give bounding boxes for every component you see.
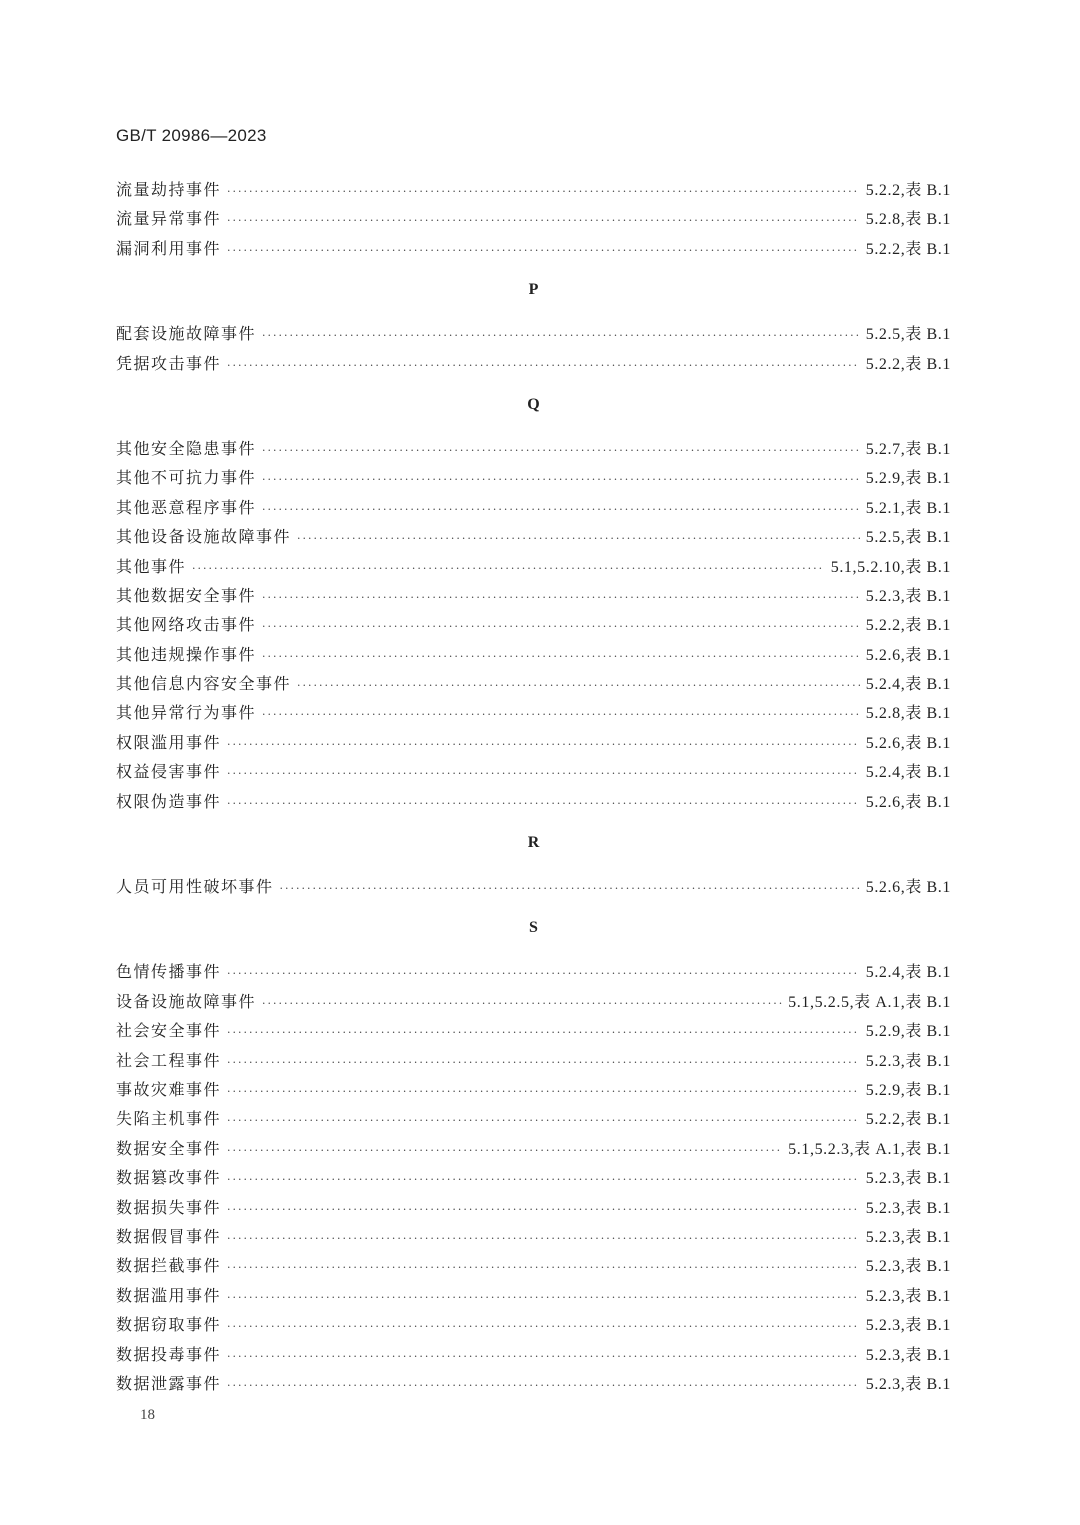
index-term: 数据篡改事件 <box>116 1168 222 1188</box>
index-entry <box>116 1046 951 1075</box>
dot-leader <box>227 959 860 986</box>
dot-leader <box>227 1106 860 1133</box>
index-term: 其他事件 <box>116 556 187 576</box>
index-reference: 5.2.6,表 B.1 <box>865 793 951 811</box>
index-entry <box>116 1281 951 1310</box>
index-reference: 5.2.2,表 B.1 <box>865 240 951 258</box>
dot-leader <box>227 1224 860 1251</box>
index-term: 漏洞利用事件 <box>116 238 222 258</box>
index-entry <box>116 204 951 233</box>
dot-leader <box>262 495 860 522</box>
dot-leader <box>227 1195 860 1222</box>
dot-leader <box>227 206 860 233</box>
index-term: 色情传播事件 <box>116 962 222 982</box>
dot-leader <box>297 671 860 698</box>
index-reference: 5.2.3,表 B.1 <box>865 1346 951 1364</box>
index-term: 社会安全事件 <box>116 1021 222 1041</box>
index-entry <box>116 610 951 639</box>
index-entry <box>116 1016 951 1045</box>
index-term: 其他不可抗力事件 <box>116 468 257 488</box>
index-reference: 5.2.6,表 B.1 <box>865 734 951 752</box>
index-reference: 5.2.2,表 B.1 <box>865 617 951 635</box>
dot-leader <box>262 583 860 610</box>
index-reference: 5.2.9,表 B.1 <box>865 470 951 488</box>
index-term: 权益侵害事件 <box>116 762 222 782</box>
dot-leader <box>227 177 860 204</box>
index-reference: 5.2.9,表 B.1 <box>865 1023 951 1041</box>
dot-leader <box>227 1136 782 1163</box>
index-entry <box>116 1222 951 1251</box>
index-term: 其他异常行为事件 <box>116 703 257 723</box>
dot-leader <box>192 554 825 581</box>
dot-leader <box>227 730 860 757</box>
index-reference: 5.2.2,表 B.1 <box>865 1111 951 1129</box>
index-entry <box>116 319 951 348</box>
index-entry <box>116 1251 951 1280</box>
index-reference: 5.2.6,表 B.1 <box>865 879 951 897</box>
dot-leader <box>262 465 860 492</box>
index-entry <box>116 872 951 901</box>
index-term: 设备设施故障事件 <box>116 991 257 1011</box>
section-letter: R <box>527 834 540 852</box>
index-entry <box>116 787 951 816</box>
index-entry <box>116 1104 951 1133</box>
index-entry <box>116 1075 951 1104</box>
index-term: 权限伪造事件 <box>116 791 222 811</box>
dot-leader <box>262 642 860 669</box>
index-term: 其他信息内容安全事件 <box>116 674 292 694</box>
index-reference: 5.2.5,表 B.1 <box>865 326 951 344</box>
index-reference: 5.2.4,表 B.1 <box>865 764 951 782</box>
dot-leader <box>227 1342 860 1369</box>
index-term: 失陷主机事件 <box>116 1109 222 1129</box>
index-entry <box>116 493 951 522</box>
index-section-s <box>116 913 951 1398</box>
index-term: 其他数据安全事件 <box>116 585 257 605</box>
section-letter: Q <box>527 395 540 413</box>
index-reference: 5.2.7,表 B.1 <box>865 440 951 458</box>
term-index <box>116 175 951 1398</box>
index-entry <box>116 522 951 551</box>
index-reference: 5.2.3,表 B.1 <box>865 1317 951 1335</box>
index-term: 数据拦截事件 <box>116 1256 222 1276</box>
dot-leader <box>227 759 860 786</box>
index-entry <box>116 581 951 610</box>
section-letter: P <box>528 281 539 299</box>
index-term: 其他安全隐患事件 <box>116 438 257 458</box>
index-section-r <box>116 828 951 901</box>
index-entry <box>116 1340 951 1369</box>
index-term: 其他设备设施故障事件 <box>116 527 292 547</box>
index-reference: 5.2.8,表 B.1 <box>865 211 951 229</box>
section-letter: S <box>529 919 538 937</box>
index-term: 事故灾难事件 <box>116 1079 222 1099</box>
index-reference: 5.1,5.2.10,表 B.1 <box>830 558 951 576</box>
index-term: 配套设施故障事件 <box>116 324 257 344</box>
index-reference: 5.1,5.2.5,表 A.1,表 B.1 <box>788 993 951 1011</box>
index-section-l-continued <box>116 175 951 263</box>
dot-leader <box>227 351 860 378</box>
index-term: 其他网络攻击事件 <box>116 615 257 635</box>
index-reference: 5.2.1,表 B.1 <box>865 499 951 517</box>
dot-leader <box>227 1371 860 1398</box>
index-entry <box>116 728 951 757</box>
index-reference: 5.2.4,表 B.1 <box>865 676 951 694</box>
dot-leader <box>227 789 860 816</box>
index-entry <box>116 349 951 378</box>
index-section-q <box>116 390 951 816</box>
index-reference: 5.2.3,表 B.1 <box>865 1170 951 1188</box>
index-reference: 5.2.4,表 B.1 <box>865 964 951 982</box>
index-entry <box>116 1369 951 1398</box>
dot-leader <box>227 1018 860 1045</box>
index-term: 数据投毒事件 <box>116 1344 222 1364</box>
index-term: 人员可用性破坏事件 <box>116 877 274 897</box>
index-reference: 5.2.3,表 B.1 <box>865 587 951 605</box>
index-entry <box>116 463 951 492</box>
index-reference: 5.2.8,表 B.1 <box>865 705 951 723</box>
index-term: 数据泄露事件 <box>116 1373 222 1393</box>
page-number: 18 <box>140 1407 155 1423</box>
index-term: 凭据攻击事件 <box>116 353 222 373</box>
dot-leader <box>227 236 860 263</box>
index-reference: 5.1,5.2.3,表 A.1,表 B.1 <box>788 1140 951 1158</box>
dot-leader <box>227 1048 860 1075</box>
index-reference: 5.2.3,表 B.1 <box>865 1228 951 1246</box>
dot-leader <box>227 1253 860 1280</box>
index-entry <box>116 757 951 786</box>
index-term: 数据滥用事件 <box>116 1285 222 1305</box>
index-reference: 5.2.3,表 B.1 <box>865 1287 951 1305</box>
dot-leader <box>297 524 860 551</box>
index-term: 数据窃取事件 <box>116 1315 222 1335</box>
index-reference: 5.2.2,表 B.1 <box>865 182 951 199</box>
index-entry <box>116 552 951 581</box>
dot-leader <box>262 321 860 348</box>
index-term: 数据安全事件 <box>116 1138 222 1158</box>
index-section-p <box>116 275 951 378</box>
index-term: 数据损失事件 <box>116 1197 222 1217</box>
index-reference: 5.2.3,表 B.1 <box>865 1375 951 1393</box>
document-code: GB/T 20986—2023 <box>116 126 267 145</box>
dot-leader <box>262 612 860 639</box>
index-reference: 5.2.5,表 B.1 <box>865 529 951 547</box>
index-entry <box>116 175 951 204</box>
index-entry <box>116 698 951 727</box>
index-reference: 5.2.3,表 B.1 <box>865 1199 951 1217</box>
dot-leader <box>227 1077 860 1104</box>
index-entry <box>116 1193 951 1222</box>
dot-leader <box>262 989 782 1016</box>
index-reference: 5.2.6,表 B.1 <box>865 646 951 664</box>
dot-leader <box>262 436 860 463</box>
index-reference: 5.2.2,表 B.1 <box>865 355 951 373</box>
index-reference: 5.2.9,表 B.1 <box>865 1081 951 1099</box>
index-entry <box>116 987 951 1016</box>
index-term: 权限滥用事件 <box>116 732 222 752</box>
index-reference: 5.2.3,表 B.1 <box>865 1052 951 1070</box>
index-reference: 5.2.3,表 B.1 <box>865 1258 951 1276</box>
dot-leader <box>262 700 860 727</box>
index-term: 其他恶意程序事件 <box>116 497 257 517</box>
dot-leader <box>227 1165 860 1192</box>
index-entry <box>116 434 951 463</box>
index-entry <box>116 640 951 669</box>
index-entry <box>116 1310 951 1339</box>
index-entry <box>116 957 951 986</box>
index-term: 流量异常事件 <box>116 209 222 229</box>
index-entry <box>116 1163 951 1192</box>
dot-leader <box>227 1312 860 1339</box>
index-entry <box>116 234 951 263</box>
index-term: 其他违规操作事件 <box>116 644 257 664</box>
index-term: 流量劫持事件 <box>116 180 222 199</box>
index-entry <box>116 669 951 698</box>
index-term: 社会工程事件 <box>116 1050 222 1070</box>
index-term: 数据假冒事件 <box>116 1226 222 1246</box>
dot-leader <box>280 874 860 901</box>
index-entry <box>116 1134 951 1163</box>
dot-leader <box>227 1283 860 1310</box>
